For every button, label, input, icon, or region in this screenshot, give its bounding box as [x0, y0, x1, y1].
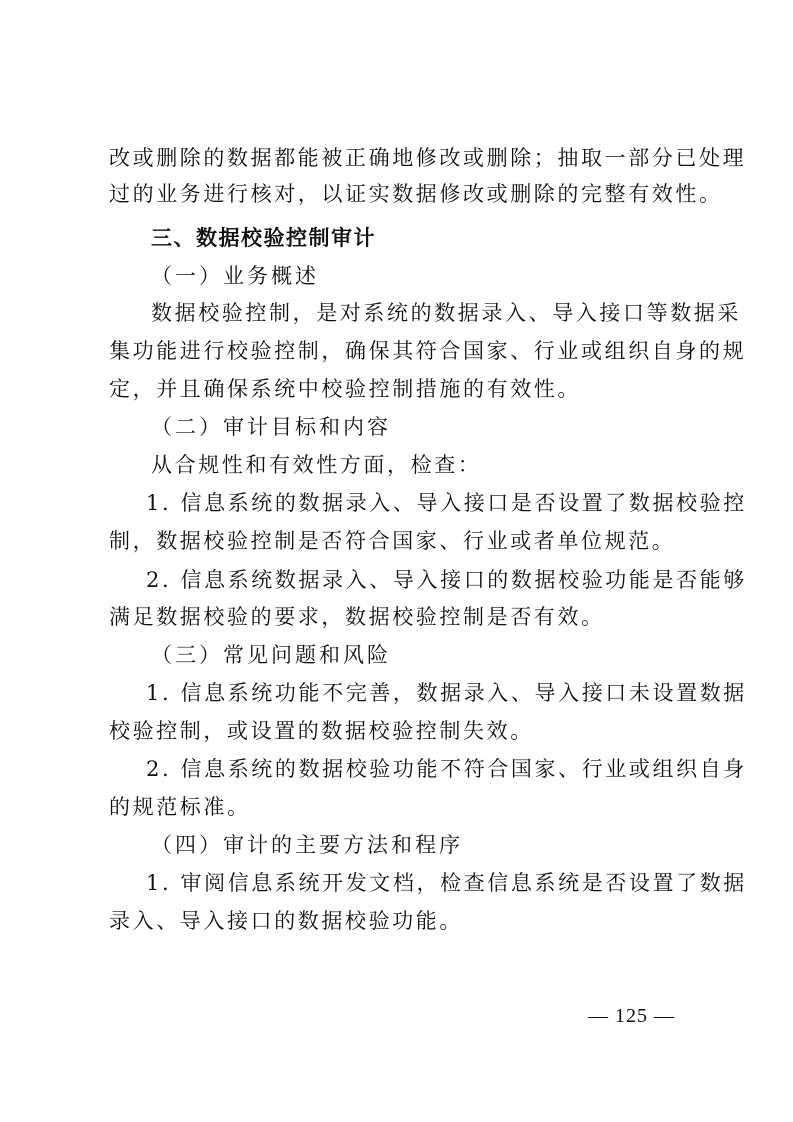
- paragraph-line: 录入、导入接口的数据校验功能。: [109, 909, 463, 933]
- paragraph-line: 的规范标准。: [109, 795, 251, 819]
- paragraph-line: 从合规性和有效性方面，检查：: [151, 453, 482, 477]
- paragraph-line: 1. 信息系统的数据录入、导入接口是否设置了数据校验控: [146, 491, 747, 515]
- paragraph-line: 1. 审阅信息系统开发文档，检查信息系统是否设置了数据: [146, 871, 747, 895]
- paragraph-line: 过的业务进行核对，以证实数据修改或删除的完整有效性。: [109, 182, 723, 206]
- page-number: — 125 —: [588, 1005, 675, 1027]
- subsection-heading: （四）审计的主要方法和程序: [151, 833, 463, 857]
- section-heading: 三、数据校验控制审计: [151, 226, 376, 250]
- paragraph-line: 满足数据校验的要求，数据校验控制是否有效。: [109, 605, 605, 629]
- paragraph-line: 数据校验控制，是对系统的数据录入、导入接口等数据采: [151, 301, 741, 325]
- paragraph-line: 集功能进行校验控制，确保其符合国家、行业或组织自身的规: [109, 339, 747, 363]
- paragraph-line: 校验控制，或设置的数据校验控制失效。: [109, 719, 534, 743]
- subsection-heading: （三）常见问题和风险: [151, 643, 391, 667]
- subsection-heading: （二）审计目标和内容: [151, 415, 391, 439]
- paragraph-line: 2. 信息系统的数据校验功能不符合国家、行业或组织自身: [146, 757, 747, 781]
- paragraph-line: 改或删除的数据都能被正确地修改或删除；抽取一部分已处理: [109, 146, 747, 170]
- paragraph-line: 1. 信息系统功能不完善，数据录入、导入接口未设置数据: [146, 681, 747, 705]
- subsection-heading: （一）业务概述: [151, 264, 319, 288]
- paragraph-line: 制，数据校验控制是否符合国家、行业或者单位规范。: [109, 529, 676, 553]
- paragraph-line: 定，并且确保系统中校验控制措施的有效性。: [109, 377, 581, 401]
- paragraph-line: 2. 信息系统数据录入、导入接口的数据校验功能是否能够: [146, 568, 747, 592]
